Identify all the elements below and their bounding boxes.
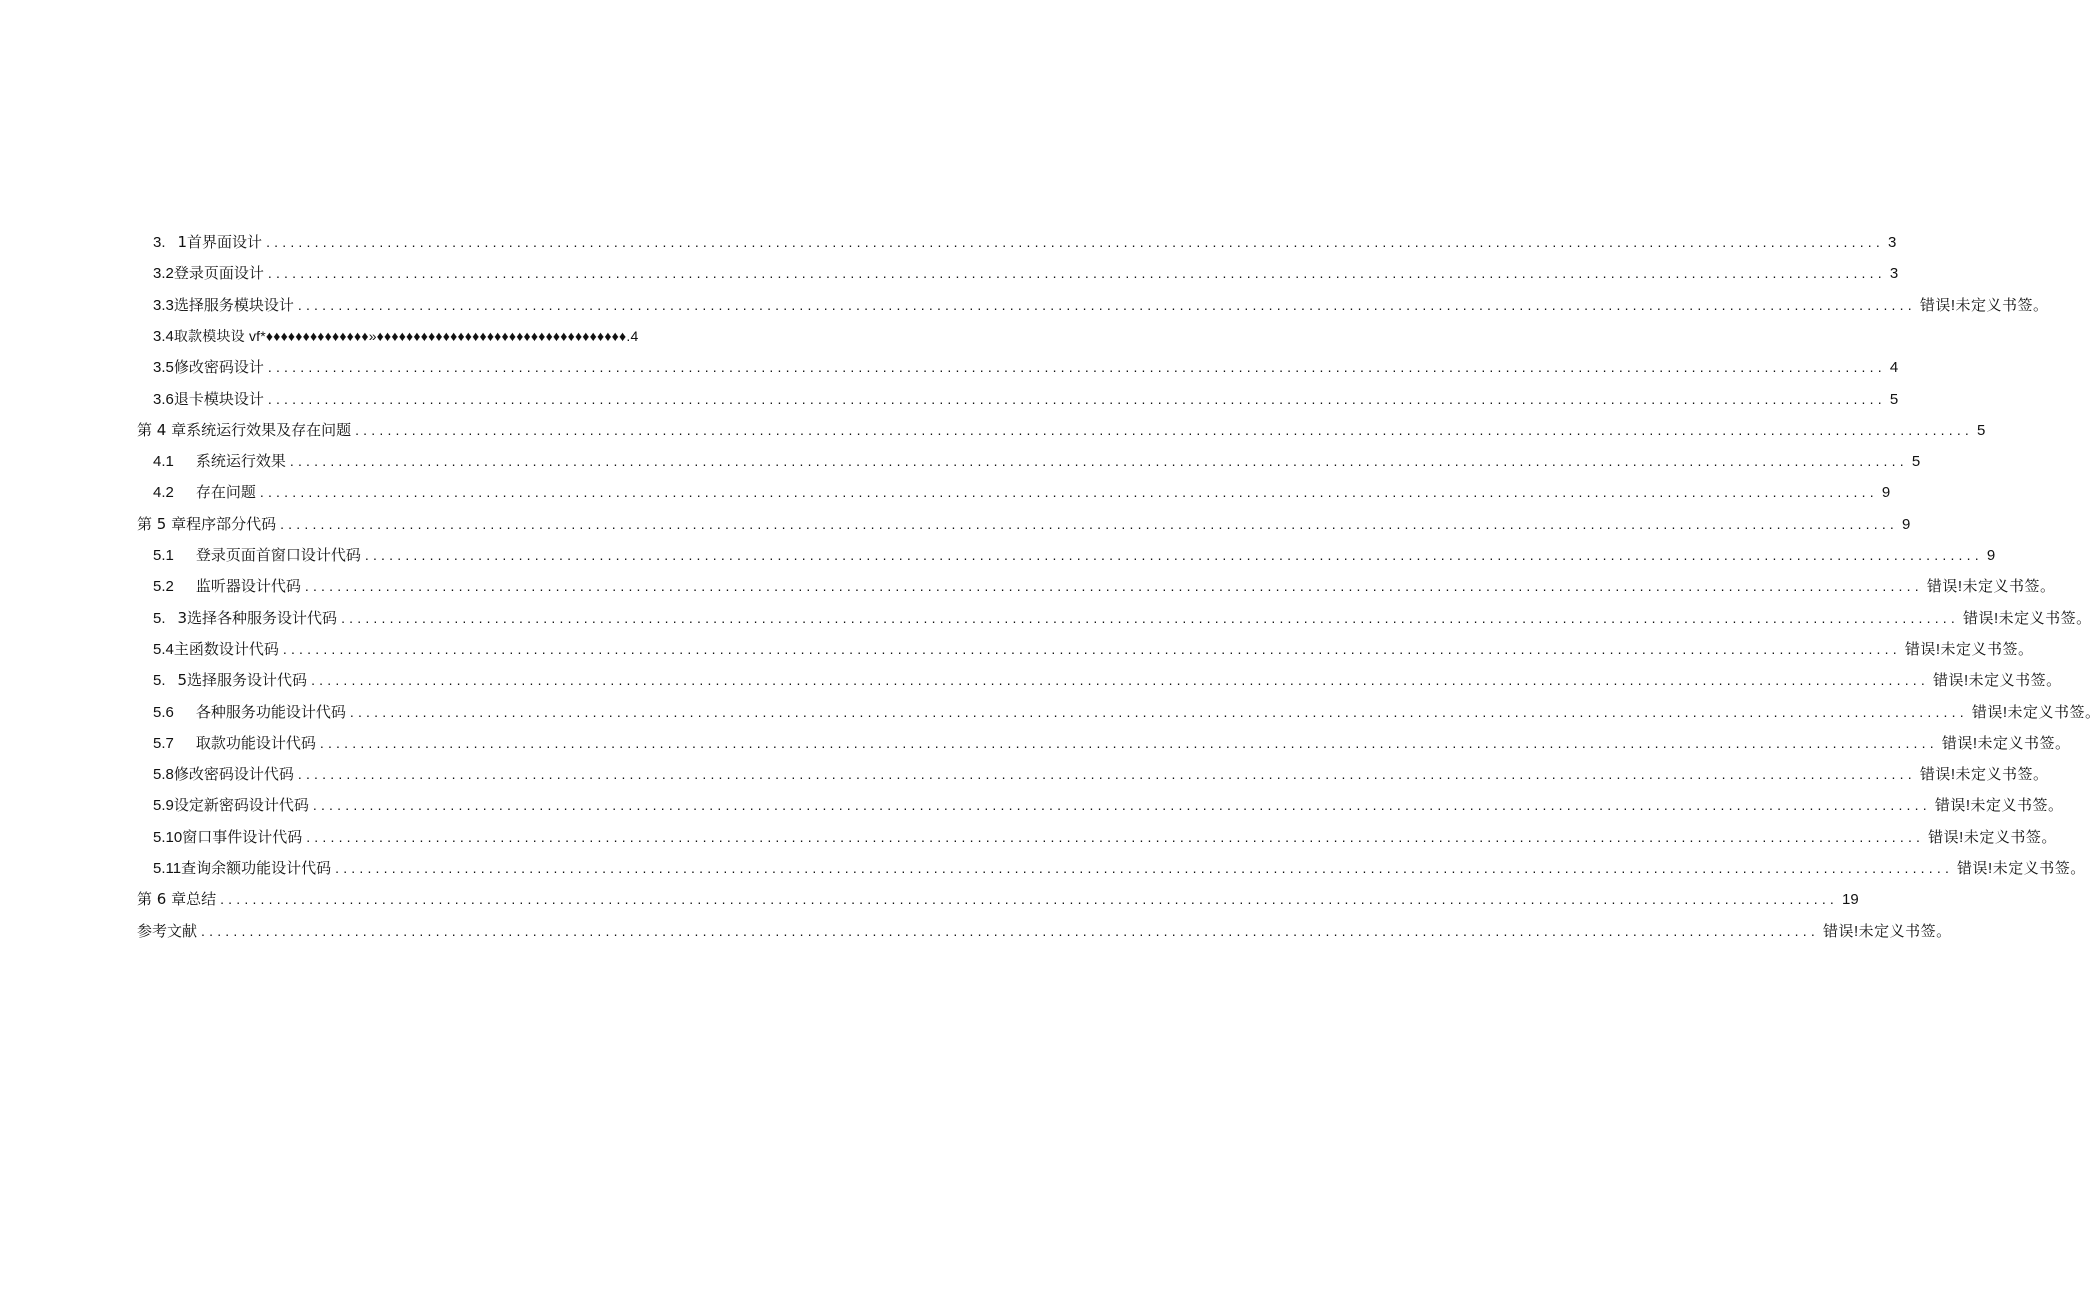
toc-entry-page: 5 [1889,390,1899,408]
toc-entry-number: 3.6 [153,390,174,408]
toc-entry-title: 监听器设计代码 [195,577,301,596]
toc-entry[interactable] [137,919,1952,943]
toc-entry-page: 5 [1911,453,1921,471]
toc-dot-leader: ........................................................................................................................................................................................................ [267,359,1886,376]
toc-dot-leader: ........................................................................................................................................................................................................ [289,453,1908,470]
toc-entry-title: 5选择服务设计代码 [177,671,308,690]
toc-entry-page: 9 [1986,547,1996,564]
toc-entry[interactable] [153,793,2064,817]
toc-entry-number: 3.2 [153,265,174,283]
toc-entry-title: 窗口事件设计代码 [182,827,303,846]
toc-entry-number: 5. [153,672,166,690]
toc-dot-leader: ........................................................................................................................................................................................................ [341,609,1959,626]
toc-entry-title: 第 6 章总结 [137,890,217,909]
toc-entry-number: 4.1 [153,453,174,471]
toc-entry-number: 5.7 [153,734,174,752]
toc-entry-title: 设定新密码设计代码 [173,796,309,815]
toc-entry-page: 错误!未定义书签。 [1963,609,2092,627]
toc-entry[interactable] [153,449,1921,473]
toc-entry-number: 5.8 [153,766,174,784]
toc-entry-page: 错误!未定义书签。 [1934,797,2064,815]
toc-entry-page: 错误!未定义书签。 [1822,922,1952,940]
toc-entry-title: 登录页面首窗口设计代码 [195,546,361,564]
toc-entry-number: 5.10 [153,828,183,846]
toc-entry-page: 9 [1902,515,1911,533]
toc-entry[interactable] [153,606,2092,630]
toc-entry-page: 错误!未定义书签。 [1933,672,2062,690]
toc-entry-page: 错误!未定义书签。 [1971,703,2100,721]
toc-entry-number: 5.2 [153,578,174,596]
toc-entry[interactable] [153,480,1891,504]
toc-entry-title: 主函数设计代码 [173,639,279,658]
toc-entry[interactable] [153,324,690,348]
toc-dot-leader: ........................................................................................................................................................................................................ [304,578,1923,595]
toc-entry[interactable] [153,700,2100,724]
toc-entry[interactable] [137,418,1986,442]
toc-dot-leader: ........................................................................................................................................................................................................ [259,484,1878,501]
toc-entry-number: 5.1 [153,547,174,564]
toc-entry-page: 错误!未定义书签。 [1904,640,2034,658]
toc-entry[interactable] [153,293,2049,317]
toc-dot-leader: ........................................................................................................................................................................................................ [220,891,1839,908]
toc-entry[interactable] [153,355,1899,379]
toc-entry-title: 存在问题 [195,483,256,502]
toc-entry-title: 3选择各种服务设计代码 [177,608,338,627]
toc-entry[interactable] [153,637,2034,661]
toc-entry-page: 4 [1889,359,1899,377]
toc-entry-number: 5.6 [153,703,174,721]
toc-entry-title: 取款模块设 vf*♦♦♦♦♦♦♦♦♦♦♦♦♦♦»♦♦♦♦♦♦♦♦♦♦♦♦♦♦♦♦♦♦♦♦♦♦♦♦♦♦♦♦♦♦♦♦♦♦.4 [173,327,639,344]
toc-entry-number: 5.11 [153,860,182,877]
toc-entry[interactable] [153,230,1897,254]
toc-dot-leader: ........................................................................................................................................................................................................ [335,860,1954,876]
toc-entry[interactable] [153,762,2049,786]
toc-entry-title: 登录页面设计 [173,264,264,283]
toc-entry[interactable] [153,574,2056,598]
toc-entry[interactable] [153,387,1899,411]
toc-entry-page: 错误!未定义书签。 [1919,296,2049,314]
toc-dot-leader: ........................................................................................................................................................................................................ [267,390,1886,407]
toc-dot-leader: ........................................................................................................................................................................................................ [297,296,1916,313]
toc-dot-leader: ........................................................................................................................................................................................................ [280,515,1899,532]
toc-entry-page: 3 [1888,234,1897,251]
toc-entry-number: 5. [153,609,166,627]
toc-entry[interactable] [153,261,1899,285]
toc-entry-title: 各种服务功能设计代码 [195,702,346,721]
toc-entry-title: 修改密码设计 [173,358,264,377]
toc-dot-leader: ........................................................................................................................................................................................................ [312,797,1931,814]
toc-entry-title: 查询余额功能设计代码 [181,859,332,877]
toc-entry-page: 错误!未定义书签。 [1919,766,2049,784]
toc-entry-title: 修改密码设计代码 [173,765,294,784]
toc-entry[interactable] [153,731,2071,755]
toc-entry-page: 19 [1842,891,1859,909]
toc-dot-leader: ........................................................................................................................................................................................................ [266,234,1884,250]
toc-dot-leader: ........................................................................................................................................................................................................ [201,922,1819,939]
toc-entry[interactable] [153,856,2086,880]
toc-dot-leader: ........................................................................................................................................................................................................ [282,640,1901,657]
toc-dot-leader: ........................................................................................................................................................................................................ [349,703,1968,720]
toc-entry-number: 3.3 [153,296,174,314]
toc-dot-leader: ........................................................................................................................................................................................................ [319,734,1938,751]
toc-entry[interactable] [153,543,1996,567]
toc-entry[interactable] [137,512,1911,536]
toc-entry-page: 错误!未定义书签。 [1957,860,2086,877]
toc-entry-number: 3. [153,234,166,251]
toc-entry-title: 1首界面设计 [177,233,263,251]
toc-dot-leader: ........................................................................................................................................................................................................ [306,828,1925,845]
toc-entry-page: 错误!未定义书签。 [1926,578,2056,596]
toc-entry[interactable] [153,825,2057,849]
toc-entry-page: 错误!未定义书签。 [1941,734,2071,752]
toc-entry-number: 5.4 [153,640,174,658]
toc-entry-title: 选择服务模块设计 [173,295,294,314]
toc-entry-page: 错误!未定义书签。 [1928,828,2057,846]
toc-entry-number: 5.9 [153,797,174,815]
toc-entry-number: 3.5 [153,359,174,377]
toc-entry[interactable] [137,887,1859,911]
toc-dot-leader: ........................................................................................................................................................................................................ [364,547,1983,563]
toc-entry-title: 第 5 章程序部分代码 [137,514,277,533]
toc-entry-title: 参考文献 [137,921,198,940]
toc-entry[interactable] [153,668,2062,692]
toc-dot-leader: ........................................................................................................................................................................................................ [311,672,1929,689]
toc-dot-leader: ........................................................................................................................................................................................................ [355,421,1974,438]
toc-entry-page: 9 [1881,484,1891,502]
toc-dot-leader: ........................................................................................................................................................................................................ [297,766,1916,783]
toc-entry-title: 第 4 章系统运行效果及存在问题 [137,420,352,439]
toc-entry-page: 3 [1889,265,1899,283]
toc-entry-number: 4.2 [153,484,174,502]
toc-entry-title: 取款功能设计代码 [195,733,316,752]
toc-dot-leader: ........................................................................................................................................................................................................ [267,265,1886,282]
toc-entry-number: 3.4 [153,327,174,345]
toc-entry-title: 系统运行效果 [195,452,286,471]
toc-entry-page: 5 [1977,421,1986,439]
toc-entry-title: 退卡模块设计 [173,389,264,408]
